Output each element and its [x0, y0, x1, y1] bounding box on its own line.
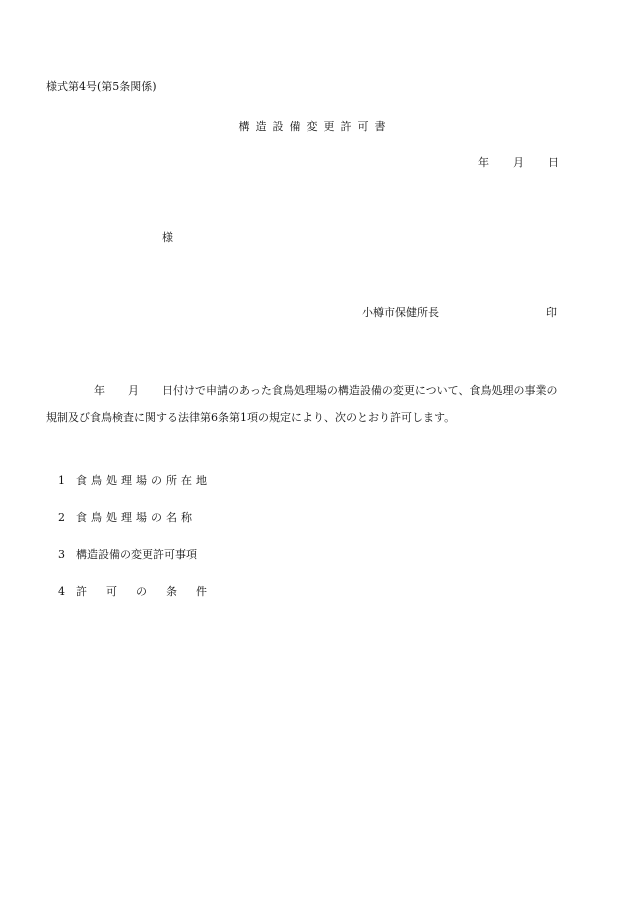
- item-label: 構造設備の変更許可事項: [76, 548, 197, 561]
- item-number: 4: [58, 585, 65, 598]
- addressee-suffix: 様: [162, 231, 173, 244]
- list-item: [58, 548, 197, 562]
- list-item: [58, 585, 226, 599]
- form-number: 様式第4号(第5条関係): [46, 80, 157, 93]
- seal-mark: 印: [546, 306, 557, 319]
- document-title: 構造設備変更許可書: [238, 120, 392, 133]
- item-label: 許可の条件: [76, 585, 226, 598]
- item-number: 2: [58, 511, 65, 524]
- body-month-label: 月: [128, 384, 139, 397]
- body-paragraph-line-2: 規制及び食鳥検査に関する法律第6条第1項の規定により、次のとおり許可します。: [46, 411, 456, 424]
- list-item: [58, 511, 196, 525]
- date-year-label: 年: [478, 156, 489, 169]
- date-day-label: 日: [548, 156, 559, 169]
- issue-date: [478, 156, 559, 170]
- list-item: [58, 474, 211, 488]
- body-year-label: 年: [94, 384, 105, 397]
- item-number: 3: [58, 548, 65, 561]
- item-number: 1: [58, 474, 65, 487]
- item-label: 食鳥処理場の所在地: [76, 474, 211, 487]
- body-line-1-text: 日付けで申請のあった食鳥処理場の構造設備の変更について、食鳥処理の事業の: [162, 384, 558, 397]
- body-paragraph-line-1: [46, 384, 557, 398]
- issuer-name: 小樽市保健所長: [362, 306, 439, 319]
- item-label: 食鳥処理場の名称: [76, 511, 196, 524]
- date-month-label: 月: [513, 156, 524, 169]
